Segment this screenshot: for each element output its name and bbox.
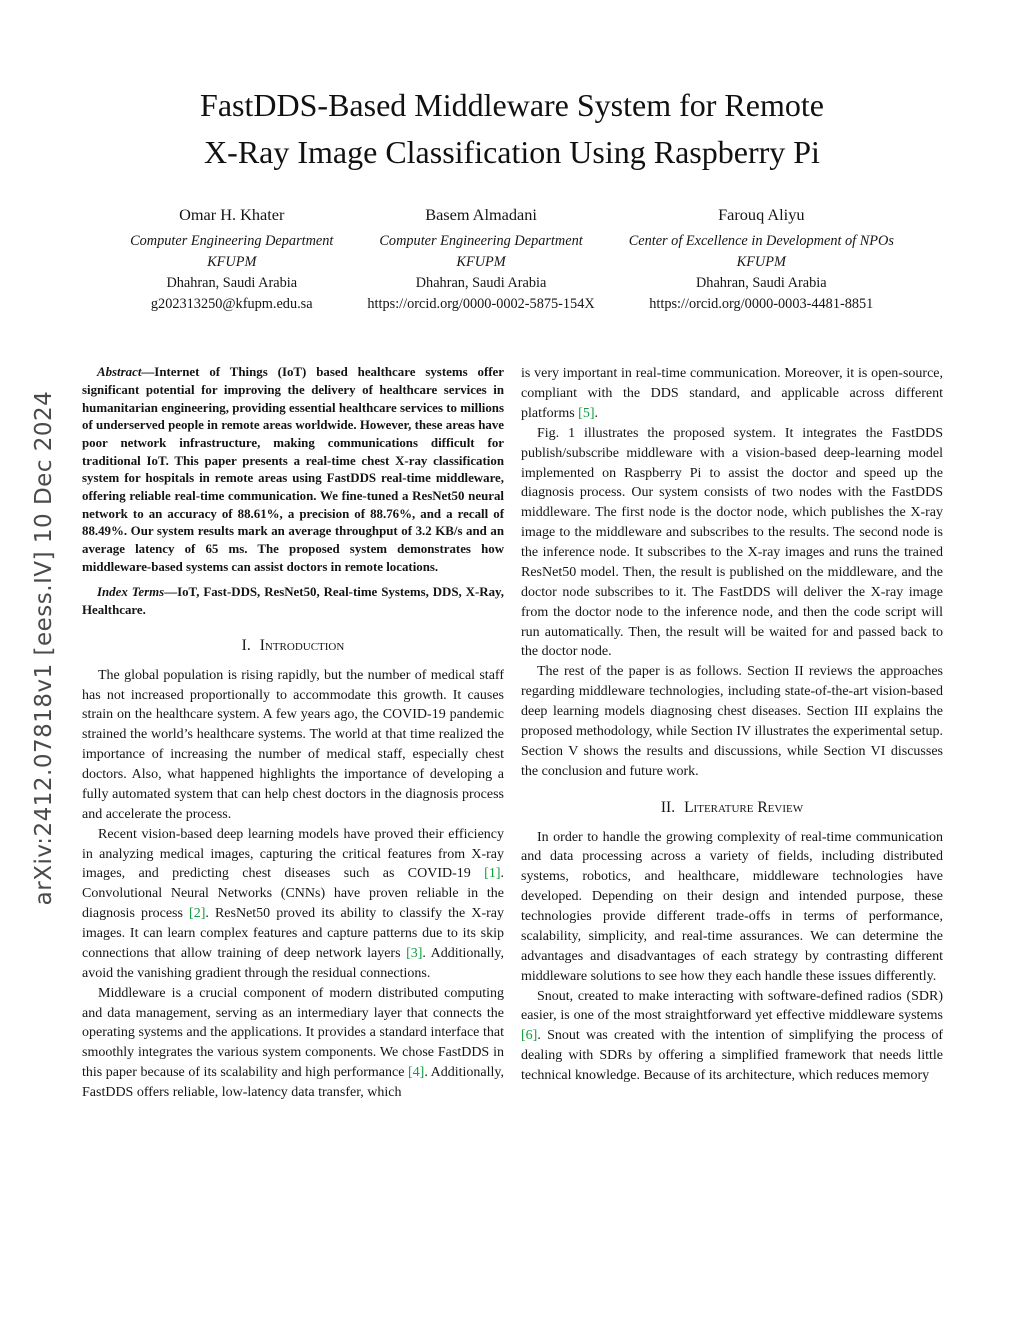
author-block-1 bbox=[130, 203, 333, 315]
author-email: g202313250@kfupm.edu.sa bbox=[150, 295, 313, 312]
paragraph: Snout, created to make interacting with software-defined radios (SDR) easier, is one of the most straightforward yet effective middleware systems [6]. Snout was created with the intention of simplifying the process of dealing with SDRs by offering a simplified framework that needs little technical knowledge. Because of its architecture, which reduces memory bbox=[521, 988, 943, 1084]
author-department: Computer Engineering Department bbox=[379, 233, 583, 250]
index-terms-label: Index Terms bbox=[97, 585, 165, 600]
two-column-body bbox=[82, 364, 1024, 1103]
author-department: Center of Excellence in Development of NPOs bbox=[628, 233, 894, 250]
arxiv-watermark: arXiv:2412.07818v1 [eess.IV] 10 Dec 2024 bbox=[31, 390, 57, 906]
paragraph: Middleware is a crucial component of modern distributed computing and data management, serving as an intermediary layer that connects the operating systems and the applications. It provides a standard interface that smoothly integrates the various system components. We chose FastDDS in this paper because of its scalability and high performance [4]. Additionally, FastDDS offers reliable, low-latency data transfer, which bbox=[82, 985, 505, 1100]
paragraph: In order to handle the growing complexity of real-time communication and data processing across a variety of fields, including distributed systems, robotics, and healthcare, middleware technologies have developed. Depending on their design and intended purpose, these technologies provide different trade-offs in terms of performance, scalability, simplicity, and real-time assurances. We can determine the advantages and disadvantages of each strategy by contrasting different middleware solutions to see how they each handle these issues differently. bbox=[521, 829, 943, 984]
paragraph: is very important in real-time communication. Moreover, it is open-source, compliant with the DDS standard, and applicable across different platforms [5]. bbox=[521, 366, 943, 421]
author-name: Farouq Aliyu bbox=[718, 204, 805, 224]
paper-title bbox=[0, 0, 1024, 177]
citation-link[interactable]: [5] bbox=[578, 405, 595, 421]
abstract-label: Abstract bbox=[97, 365, 142, 380]
author-orcid: https://orcid.org/0000-0002-5875-154X bbox=[367, 295, 595, 312]
citation-link[interactable]: [4] bbox=[408, 1065, 425, 1081]
paragraph: The rest of the paper is as follows. Section II reviews the approaches regarding middleware technologies, including state-of-the-art vision-based deep learning models diagnosing chest diseases. Section III explains the proposed methodology, while Section IV illustrates the experimental setup. Section V shows the results and discussions, while Section VI discusses the conclusion and future work. bbox=[521, 664, 943, 779]
paragraph: The global population is rising rapidly, but the number of medical staff has not increased proportionally to accommodate this growth. It causes strain on the healthcare system. A few years ago, the COVID-19 pandemic strained the world’s healthcare systems. The world at that time realized the importance of increasing the number of medical staff, especially chest doctors. Also, what happened highlights the importance of developing a fully automated system that can help chest doctors in the diagnosis process and accelerate the process. bbox=[82, 667, 504, 822]
section-heading-literature-review: II. Literature Review bbox=[660, 798, 804, 816]
right-column bbox=[521, 364, 943, 1103]
author-city: Dhahran, Saudi Arabia bbox=[166, 274, 298, 291]
abstract-text: —Internet of Things (IoT) based healthcare systems offer significant potential for improving the delivery of healthcare services in humanitarian engineering, providing essential healthcare services to millions of underserved people in remote areas worldwide. However, these areas have poor network infrastructure, making communications difficult for traditional IoT. This paper presents a real-time chest X-ray classification system for hospitals in remote areas using FastDDS real-time middleware, offering reliable real-time communication. We fine-tuned a ResNet50 neural network to an accuracy of 88.61%, a precision of 88.76%, and a recall of 88.49%. Our system results mark an average throughput of 3.2 KB/s and an average latency of 65 ms. The proposed system demonstrates how middleware-based systems can assist doctors in remote locations. bbox=[82, 365, 504, 574]
citation-link[interactable]: [6] bbox=[521, 1028, 538, 1044]
author-block-3 bbox=[629, 203, 894, 315]
author-city: Dhahran, Saudi Arabia bbox=[695, 274, 827, 291]
author-institution: KFUPM bbox=[456, 254, 506, 271]
author-block-2 bbox=[367, 203, 594, 315]
citation-link[interactable]: [3] bbox=[406, 945, 423, 961]
left-column bbox=[82, 364, 504, 1103]
author-orcid: https://orcid.org/0000-0003-4481-8851 bbox=[649, 295, 874, 312]
paper-title-line2: X-Ray Image Classification Using Raspberry Pi bbox=[204, 134, 820, 171]
author-name: Omar H. Khater bbox=[179, 204, 285, 224]
index-terms bbox=[82, 584, 504, 619]
index-terms-text: —IoT, Fast-DDS, ResNet50, Real-time Systems, DDS, X-Ray, Healthcare. bbox=[82, 585, 504, 617]
citation-link[interactable]: [1] bbox=[484, 866, 501, 882]
section-heading-introduction: I. Introduction bbox=[241, 636, 345, 654]
author-city: Dhahran, Saudi Arabia bbox=[415, 274, 547, 291]
author-department: Computer Engineering Department bbox=[130, 233, 334, 250]
author-name: Basem Almadani bbox=[425, 204, 537, 224]
paragraph: Fig. 1 illustrates the proposed system. It integrates the FastDDS publish/subscribe middleware with a vision-based deep-learning model implemented on Raspberry Pi to assist the doctor and speed up the diagnosis process. Our system consists of two nodes with the FastDDS middleware. The first node is the doctor node, which publishes the X-ray image to the middleware and subscribes to the results. The second node is the inference node. It subscribes to the X-ray images and runs the trained ResNet50 model. Then, the result is published on the middleware, and the doctor node subscribes to it. The FastDDS will deliver the X-ray image from the doctor node to the inference node, and then the code script will run automatically. Then, the result will be waited for and passed back to the doctor node. bbox=[521, 425, 943, 660]
author-institution: KFUPM bbox=[207, 254, 257, 271]
abstract bbox=[82, 364, 504, 576]
paper-title-line1: FastDDS-Based Middleware System for Remote bbox=[200, 87, 824, 123]
author-institution: KFUPM bbox=[736, 254, 786, 271]
citation-link[interactable]: [2] bbox=[189, 906, 206, 922]
author-block-row bbox=[0, 203, 1024, 315]
paragraph: Recent vision-based deep learning models have proved their efficiency in analyzing medical images, capturing the critical features from X-ray images, and predicting chest diseases such as COVID-19 [1]. Convolutional Neural Networks (CNNs) have proven reliable in the diagnosis process [2]. ResNet50 proved its ability to classify the X-ray images. It can learn complex features and capture patterns due to its skip connections that allow training of deep network layers [3]. Additionally, avoid the vanishing gradient through the residual connections. bbox=[82, 826, 505, 981]
